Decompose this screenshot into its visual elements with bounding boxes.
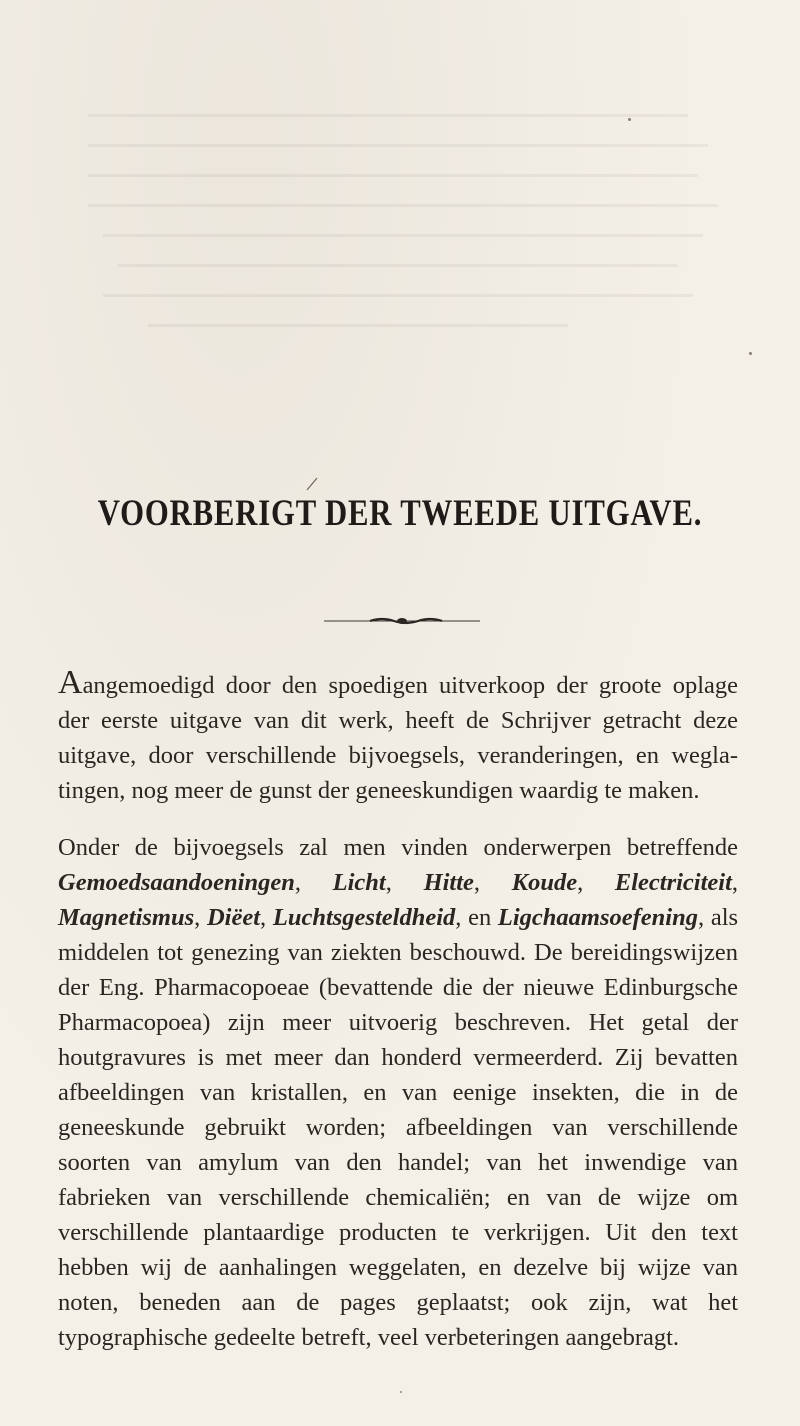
topic-koude: Koude <box>511 869 578 896</box>
topic-dieet: Diëet <box>206 904 261 931</box>
separator: , <box>731 869 739 896</box>
topic-magnetismus: Magnetismus <box>58 904 195 931</box>
ornament-divider-icon <box>322 616 482 626</box>
body-text <box>58 664 739 1355</box>
drop-initial: A <box>58 664 83 701</box>
separator: , <box>194 904 207 931</box>
separator: , <box>385 869 424 896</box>
topic-licht: Licht <box>332 869 386 896</box>
paragraph-2-intro: Onder de bijvoegsels zal men vinden onderwerpen betreffende <box>58 834 738 861</box>
page-title: VOORBERIGT DER TWEEDE UITGAVE. <box>97 493 703 534</box>
topic-luchtsgesteldheid: Luchtsgesteldheid <box>272 904 456 931</box>
paper-speck <box>749 352 752 355</box>
topic-ligchaamsoefening: Ligchaamsoefening <box>497 904 698 931</box>
topic-hitte: Hitte <box>423 869 474 896</box>
paragraph-2 <box>58 830 738 1355</box>
pencil-mark <box>305 476 319 492</box>
separator: , <box>577 869 615 896</box>
paragraph-2-rest: , als middelen tot genezing van ziekten beschouwd. De bereidingswijzen der Eng. Pharmacopoeae (bevattende die der nieuwe Edinburgsche Pharmacopoea) zijn meer uitvoerig beschreven. Het getal der houtgravures is met meer dan honderd vermeerderd. Zij bevatten afbeeldingen van kristallen, en van eenige insekten, die in de geneeskunde gebruikt worden; afbeeldingen van verschillende soorten van amylum van den handel; van het inwendige van fabrieken van verschillende chemicaliën; en van de wijze om verschillende plantaardige producten te verkrijgen. Uit den text hebben wij de aanhalingen weggelaten, en dezelve bij wijze van noten, beneden aan de pages geplaatst; ook zijn, wat het typographische gedeelte betreft, veel verbeteringen aangebragt. <box>58 904 739 1351</box>
paper-speck <box>400 1391 402 1393</box>
separator: , <box>260 904 273 931</box>
paragraph-1-text: angemoedigd door den spoedigen uitverkoop der groote oplage der eerste uitgave van dit werk, heeft de Schrijver getracht deze uitgave, door verschillende bijvoegsels, veranderingen, en wegla-tingen, nog meer de gunst der geneeskundigen waardig te maken. <box>58 672 738 804</box>
paragraph-1 <box>58 664 738 808</box>
show-through-text <box>60 70 760 370</box>
separator: , en <box>455 904 498 931</box>
separator: , <box>473 869 512 896</box>
topic-electriciteit: Electriciteit <box>614 869 732 896</box>
separator: , <box>294 869 333 896</box>
paper-speck <box>628 118 631 121</box>
topic-gemoedsaandoeningen: Gemoedsaandoeningen <box>58 869 295 896</box>
